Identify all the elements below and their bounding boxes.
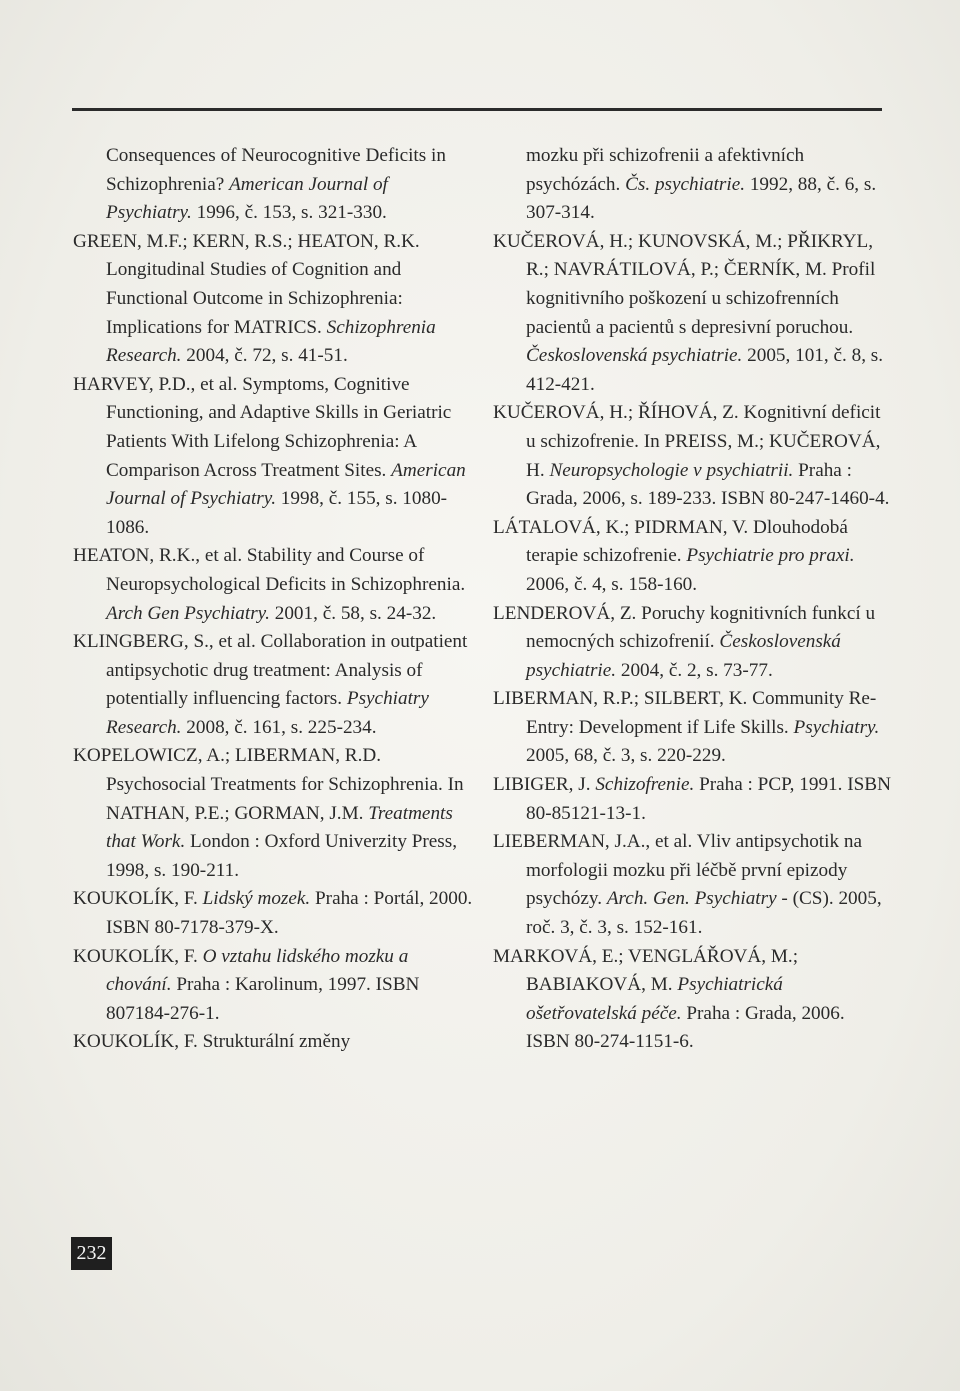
reference-entry <box>73 371 473 543</box>
reference-text: Praha : Karolinum, 1997. ISBN 807184-276-1. <box>106 974 420 1024</box>
reference-title-italic: Schizofrenie. <box>595 774 695 796</box>
reference-text: KOUKOLÍK, F. <box>73 945 203 967</box>
reference-text: - (CS). 2005, roč. 3, č. 3, s. 152-161. <box>526 888 882 939</box>
reference-entry <box>493 771 893 828</box>
reference-text: GREEN, M.F.; KERN, R.S.; HEATON, R.K. Longitudinal Studies of Cognition and Functional Outcome in Schizophrenia: Implications for MATRICS. <box>73 230 420 338</box>
reference-text: Consequences of Neurocognitive Deficits in Schizophrenia? <box>106 145 446 195</box>
reference-text: LÁTALOVÁ, K.; PIDRMAN, V. Dlouhodobá terapie schizofrenie. <box>493 516 848 567</box>
reference-entry <box>73 943 473 1029</box>
reference-title-italic: Psychiatrie pro praxi. <box>686 545 855 567</box>
reference-title-italic: Československá psychiatrie. <box>526 345 743 367</box>
reference-entry <box>73 142 473 228</box>
reference-entry <box>73 542 473 628</box>
reference-title-italic: Arch Gen Psychiatry. <box>106 602 270 624</box>
reference-text: MARKOVÁ, E.; VENGLÁŘOVÁ, M.; BABIAKOVÁ, M. <box>493 945 799 996</box>
reference-text: Praha : PCP, 1991. ISBN 80-85121-13-1. <box>526 774 891 824</box>
reference-text: mozku při schizofrenii a afektivních psychózách. <box>526 145 805 195</box>
reference-title-italic: Treatments that Work. <box>106 802 453 853</box>
reference-text: LIBIGER, J. <box>493 774 596 796</box>
reference-text: KOPELOWICZ, A.; LIBERMAN, R.D. Psychosocial Treatments for Schizophrenia. In NATHAN, P.E.; GORMAN, J.M. <box>73 745 464 824</box>
reference-text: LENDEROVÁ, Z. Poruchy kognitivních funkcí u nemocných schizofrenií. <box>493 602 876 653</box>
reference-title-italic: Československá psychiatrie. <box>526 631 841 681</box>
reference-text: 2004, č. 72, s. 41-51. <box>181 345 348 367</box>
reference-entry <box>493 943 893 1057</box>
reference-text: 2006, č. 4, s. 158-160. <box>526 573 698 595</box>
reference-title-italic: Lidský mozek. <box>202 888 311 910</box>
reference-entry <box>493 228 893 400</box>
reference-entry <box>493 514 893 600</box>
references-left-column <box>73 142 473 1057</box>
reference-title-italic: American Journal of Psychiatry. <box>106 173 388 224</box>
reference-title-italic: Arch. Gen. Psychiatry <box>606 888 777 910</box>
reference-text: 1996, č. 153, s. 321-330. <box>191 202 387 224</box>
reference-title-italic: Psychiatry. <box>793 716 880 738</box>
reference-entry <box>493 828 893 942</box>
reference-text: 2005, 68, č. 3, s. 220-229. <box>526 745 726 767</box>
reference-entry <box>73 1028 473 1057</box>
reference-text: London : Oxford Univerzity Press, 1998, s. 190-211. <box>106 831 458 881</box>
reference-title-italic: Neuropsychologie v psychiatrii. <box>549 459 794 481</box>
reference-text: 1998, č. 155, s. 1080-1086. <box>106 488 448 538</box>
reference-text: HARVEY, P.D., et al. Symptoms, Cognitive Functioning, and Adaptive Skills in Geriatric Patients With Lifelong Schizophrenia: A Comparison Across Treatment Sites. <box>73 373 452 481</box>
reference-entry <box>73 628 473 742</box>
references-right-column <box>493 142 893 1057</box>
reference-text: KUČEROVÁ, H.; KUNOVSKÁ, M.; PŘIKRYL, R.; NAVRÁTILOVÁ, P.; ČERNÍK, M. Profil kognitivního poškození u schizofrenních pacientů a pacientů s depresivní poruchou. <box>493 230 876 338</box>
reference-entry <box>73 228 473 371</box>
reference-title-italic: Psychiatry Research. <box>106 688 429 738</box>
reference-title-italic: O vztahu lidského mozku a chování. <box>106 945 409 996</box>
reference-title-italic: Čs. psychiatrie. <box>625 173 746 195</box>
reference-title-italic: Schizophrenia Research. <box>106 316 436 367</box>
reference-text: 1992, 88, č. 6, s. 307-314. <box>526 173 877 224</box>
reference-entry <box>73 742 473 885</box>
reference-title-italic: American Journal of Psychiatry. <box>106 459 466 510</box>
reference-title-italic: Psychiatrická ošetřovatelská péče. <box>526 974 783 1024</box>
reference-entry <box>493 142 893 228</box>
reference-entry <box>493 399 893 513</box>
reference-entry <box>493 685 893 771</box>
reference-text: KOUKOLÍK, F. <box>73 888 203 910</box>
reference-text: LIEBERMAN, J.A., et al. Vliv antipsychotik na morfologii mozku při léčbě první epizody psychózy. <box>493 831 862 910</box>
reference-text: KUČEROVÁ, H.; ŘÍHOVÁ, Z. Kognitivní deficit u schizofrenie. In PREISS, M.; KUČEROVÁ, H. <box>493 402 881 481</box>
reference-text: 2001, č. 58, s. 24-32. <box>269 602 437 624</box>
reference-entry <box>73 885 473 942</box>
reference-text: 2005, 101, č. 8, s. 412-421. <box>526 345 884 395</box>
reference-entry <box>493 600 893 686</box>
reference-text: 2004, č. 2, s. 73-77. <box>616 659 773 681</box>
reference-text: 2008, č. 161, s. 225-234. <box>181 716 377 738</box>
reference-text: Praha : Portál, 2000. ISBN 80-7178-379-X. <box>106 888 473 939</box>
reference-text: KLINGBERG, S., et al. Collaboration in outpatient antipsychotic drug treatment: Analysis of potentially influencing factors. <box>73 631 468 710</box>
header-rule <box>72 108 882 111</box>
reference-text: KOUKOLÍK, F. Strukturální změny <box>73 1031 351 1053</box>
page-number: 232 <box>71 1237 112 1270</box>
reference-text: LIBERMAN, R.P.; SILBERT, K. Community Re-Entry: Development if Life Skills. <box>493 688 877 738</box>
reference-text: Praha : Grada, 2006. ISBN 80-274-1151-6. <box>526 1002 845 1053</box>
reference-text: Praha : Grada, 2006, s. 189-233. ISBN 80-247-1460-4. <box>526 459 890 510</box>
reference-text: HEATON, R.K., et al. Stability and Course of Neuropsychological Deficits in Schizophrenia. <box>73 545 466 595</box>
